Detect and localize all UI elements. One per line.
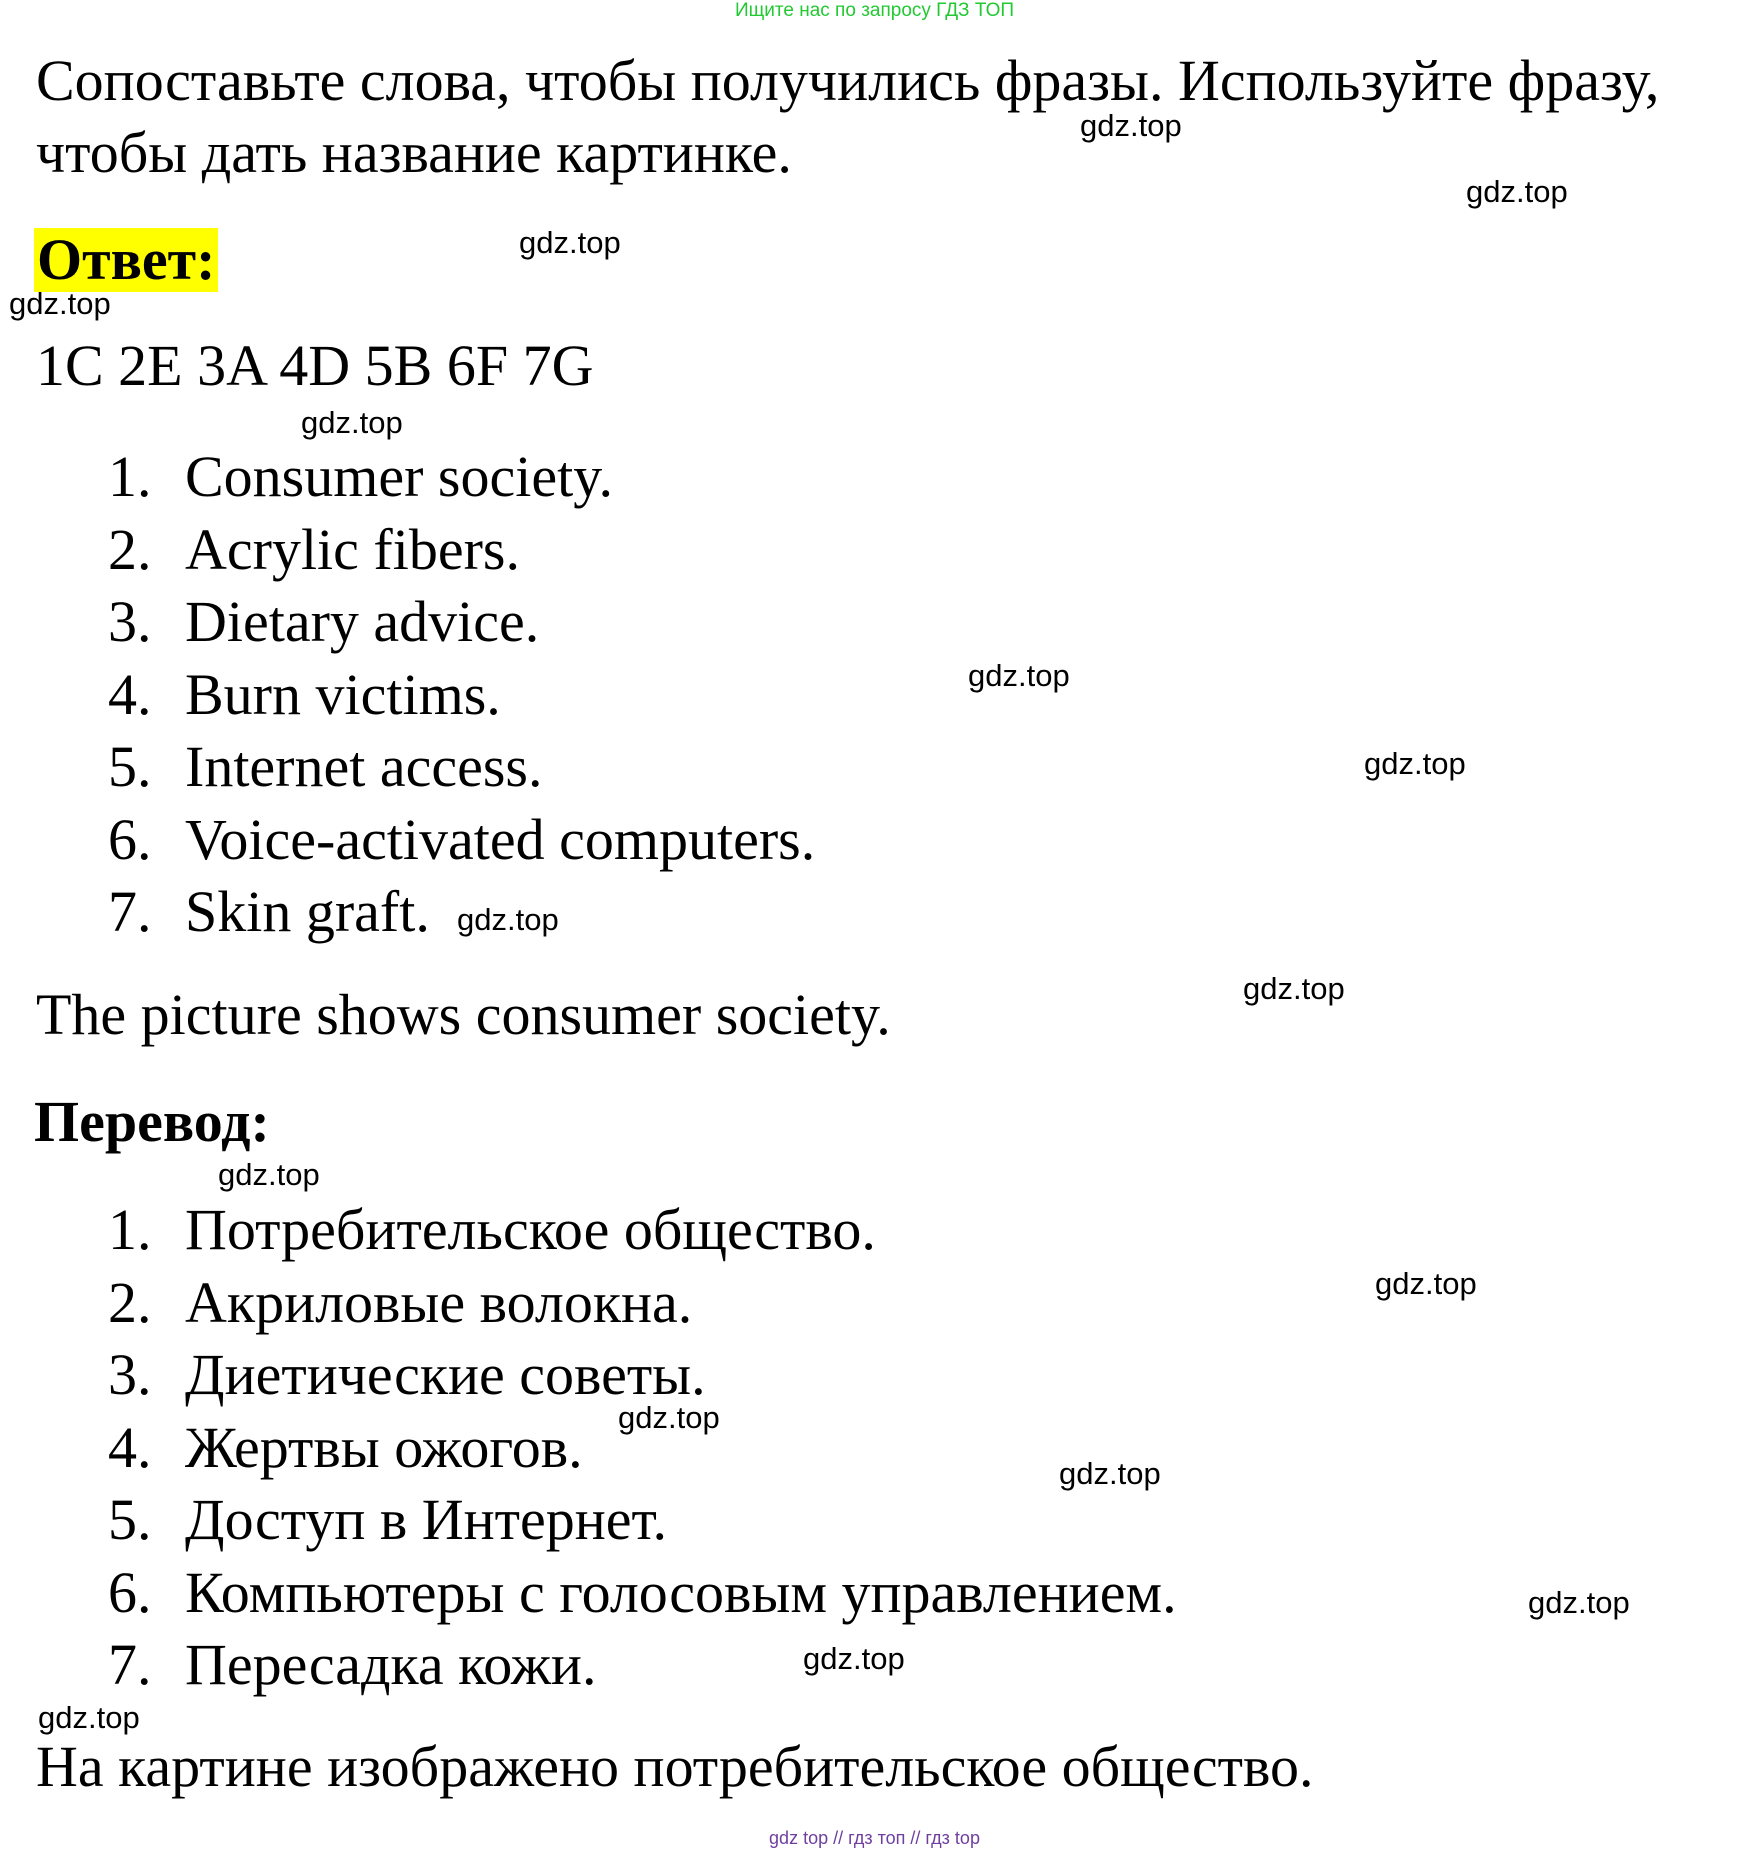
watermark: gdz.top: [1364, 746, 1466, 781]
answer-heading: Ответ:: [34, 228, 218, 292]
item-text: Компьютеры с голосовым управлением.: [185, 1559, 1177, 1625]
item-number: 2.: [108, 1269, 152, 1335]
watermark: gdz.top: [1059, 1456, 1161, 1491]
item-number: 3.: [108, 1342, 152, 1407]
item-text: Акриловые волокна.: [185, 1269, 693, 1335]
watermark: gdz.top: [38, 1700, 140, 1735]
watermark: gdz.top: [519, 225, 621, 260]
item-text: Consumer society.: [185, 444, 613, 509]
item-number: 1.: [108, 444, 152, 509]
item-text: Доступ в Интернет.: [185, 1487, 668, 1552]
watermark: gdz.top: [618, 1400, 720, 1435]
watermark: gdz.top: [301, 405, 403, 440]
item-number: 3.: [108, 589, 152, 654]
item-text: Жертвы ожогов.: [185, 1414, 583, 1480]
item-text: Acrylic fibers.: [185, 516, 520, 582]
item-text: Skin graft.: [185, 879, 430, 944]
watermark: gdz.top: [968, 658, 1070, 693]
translation-heading: Перевод:: [34, 1089, 270, 1154]
item-number: 4.: [108, 661, 152, 727]
task-instruction: Сопоставьте слова, чтобы получились фразы. Используйте фразу, чтобы дать название картинке.: [36, 48, 1660, 185]
item-number: 5.: [108, 1487, 152, 1552]
watermark: gdz.top: [457, 902, 559, 937]
item-number: 2.: [108, 516, 152, 582]
item-number: 7.: [108, 1632, 152, 1697]
watermark: gdz.top: [1243, 971, 1345, 1006]
item-text: Пересадка кожи.: [185, 1632, 597, 1697]
item-number: 7.: [108, 879, 152, 944]
answer-code: 1C 2E 3A 4D 5B 6F 7G: [36, 333, 594, 398]
item-number: 6.: [108, 1559, 152, 1625]
item-text: Диетические советы.: [185, 1342, 706, 1407]
item-number: 5.: [108, 734, 152, 799]
watermark: gdz.top: [1375, 1266, 1477, 1301]
watermark: gdz.top: [803, 1641, 905, 1676]
watermark: gdz.top: [218, 1157, 320, 1192]
translation-summary: На картине изображено потребительское общество.: [36, 1734, 1314, 1799]
top-banner: Ищите нас по запросу ГДЗ ТОП: [734, 0, 1015, 21]
answer-summary: The picture shows consumer society.: [36, 982, 891, 1047]
watermark: gdz.top: [9, 286, 111, 321]
item-text: Dietary advice.: [185, 589, 540, 654]
item-number: 1.: [108, 1197, 152, 1262]
item-text: Burn victims.: [185, 661, 501, 727]
footer-watermark: gdz top // гдз топ // гдз top: [769, 1828, 980, 1848]
item-text: Потребительское общество.: [185, 1197, 876, 1262]
watermark: gdz.top: [1080, 108, 1182, 143]
item-text: Voice-activated computers.: [185, 806, 816, 872]
watermark: gdz.top: [1528, 1585, 1630, 1620]
item-number: 4.: [108, 1414, 152, 1480]
item-text: Internet access.: [185, 734, 543, 799]
watermark: gdz.top: [1466, 174, 1568, 209]
item-number: 6.: [108, 806, 152, 872]
